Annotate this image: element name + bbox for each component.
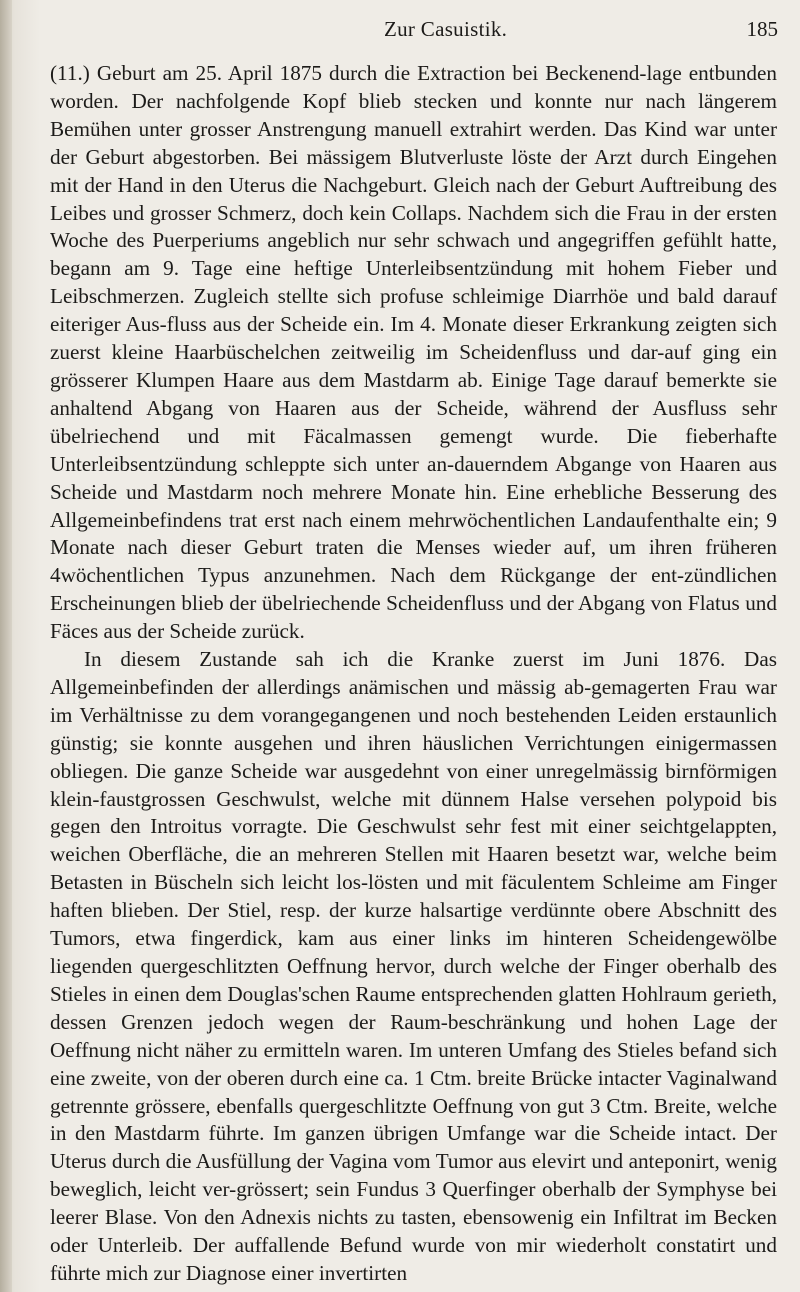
binding-gutter: [0, 0, 12, 1292]
paragraph-case-11: (11.) Geburt am 25. April 1875 durch die Extraction bei Beckenend-lage entbunden worden. Der nachfolgende Kopf blieb stecken und konnte nur nach längerem Bemühen unter grosser Anstrengung manuell extrahirt werden. Das Kind war unter der Geburt abgestorben. Bei mässigem Blutverluste löste der Arzt durch Eingehen mit der Hand in den Uterus die Nachgeburt. Gleich nach der Geburt Auftreibung des Leibes und grosser Schmerz, doch kein Collaps. Nachdem sich die Frau in der ersten Woche des Puerperiums angeblich nur sehr schwach und angegriffen gefühlt hatte, begann am 9. Tage eine heftige Unterleibsentzündung mit hohem Fieber und Leibschmerzen. Zugleich stellte sich profuse schleimige Diarrhöe und bald darauf eiteriger Aus-fluss aus der Scheide ein. Im 4. Monate dieser Erkrankung zeigten sich zuerst kleine Haarbüschelchen zeitweilig im Scheidenfluss und dar-auf ging ein grösserer Klumpen Haare aus dem Mastdarm ab. Einige Tage darauf bemerkte sie anhaltend Abgang von Haaren aus der Scheide, während der Ausfluss sehr übelriechend und mit Fäcalmassen gemengt wurde. Die fieberhafte Unterleibsentzündung schleppte sich unter an-dauerndem Abgange von Haaren aus Scheide und Mastdarm noch mehrere Monate hin. Eine erhebliche Besserung des Allgemeinbefindens trat erst nach einem mehrwöchentlichen Landaufenthalte ein; 9 Monate nach dieser Geburt traten die Menses wieder auf, um ihren früheren 4wöchentlichen Typus anzunehmen. Nach dem Rückgange der ent-zündlichen Erscheinungen blieb der übelriechende Scheidenfluss und der Abgang von Flatus und Fäces aus der Scheide zurück.: [50, 61, 777, 644]
page-number: 185: [746, 17, 778, 41]
paragraph-examination: In diesem Zustande sah ich die Kranke zuerst im Juni 1876. Das Allgemeinbefinden der allerdings anämischen und mässig ab-gemagerten Frau war im Verhältnisse zu dem vorangegangenen und noch bestehenden Leiden erstaunlich günstig; sie konnte ausgehen und ihren häuslichen Verrichtungen einigermassen obliegen. Die ganze Scheide war ausgedehnt von einer unregelmässig birnförmigen klein-faustgrossen Geschwulst, welche mit dünnem Halse versehen polypoid bis gegen den Introitus vorragte. Die Geschwulst sehr fest mit einer seichtgelappten, weichen Oberfläche, die an mehreren Stellen mit Haaren besetzt war, welche beim Betasten in Büscheln sich leicht los-lösten und mit fäculentem Schleime am Finger haften blieben. Der Stiel, resp. der kurze halsartige verdünnte obere Abschnitt des Tumors, etwa fingerdick, kam aus einer links im hinteren Scheidengewölbe liegenden quergeschlitzten Oeffnung hervor, durch welche der Finger oberhalb des Stieles in einen dem Douglas'schen Raume entsprechenden glatten Hohlraum gerieth, dessen Grenzen jedoch wegen der Raum-beschränkung und hohen Lage der Oeffnung nicht näher zu ermitteln waren. Im unteren Umfang des Stieles befand sich eine zweite, von der oberen durch eine ca. 1 Ctm. breite Brücke intacter Vaginalwand getrennte grössere, ebenfalls quergeschlitzte Oeffnung von gut 3 Ctm. Breite, welche in den Mastdarm führte. Im ganzen übrigen Umfange war die Scheide intact. Der Uterus durch die Ausfüllung der Vagina vom Tumor aus elevirt und anteponirt, wenig beweglich, leicht ver-grössert; sein Fundus 3 Querfinger oberhalb der Symphyse bei leerer Blase. Von den Adnexis nichts zu tasten, ebensowenig ein Infiltrat im Becken oder Unterleib. Der auffallende Befund wurde von mir wiederholt constatirt und führte mich zur Diagnose einer invertirten: [50, 647, 777, 1285]
body-text: [50, 60, 777, 1288]
running-title: Zur Casuistik.: [384, 17, 508, 41]
running-head: [0, 17, 800, 47]
